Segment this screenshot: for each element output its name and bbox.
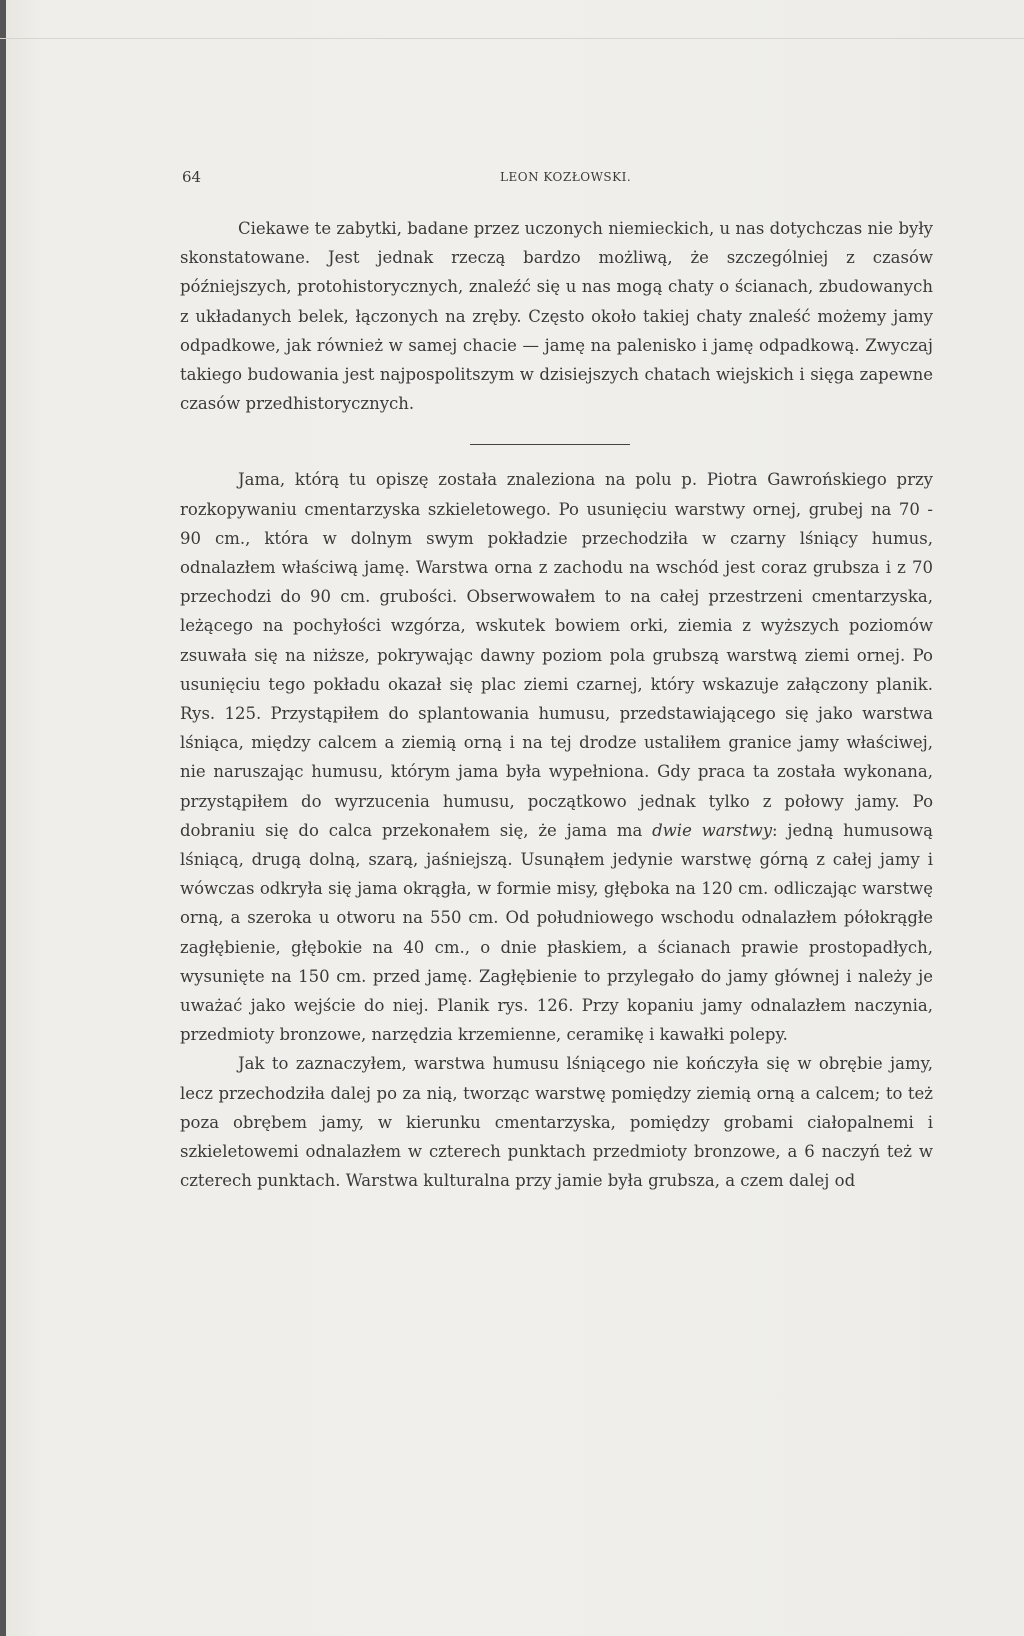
scan-top-line xyxy=(0,38,1024,39)
paragraph-2-italic: dwie warstwy xyxy=(652,820,773,840)
page-number: 64 xyxy=(182,168,202,186)
running-head: LEON KOZŁOWSKI. xyxy=(500,170,632,184)
paragraph-2 xyxy=(180,465,933,1049)
paragraph-2-text-b: : jedną humusową lśniącą, drugą dolną, szarą, jaśniejszą. Usunąłem jedynie warstwę górną z całej jamy i wówczas odkryła się jama okrągła, w formie misy, głęboka na 120 cm. odliczając warstwę orną, a szeroka u otworu na 550 cm. Od południowego wschodu odnalazłem półokrągłe zagłębienie, głębokie na 40 cm., o dnie płaskiem, a ścianach prawie prostopadłych, wysunięte na 150 cm. przed jamę. Zagłębienie to przylegało do jamy głównej i należy je uważać jako wejście do niej. Planik rys. 126. Przy kopaniu jamy odnalazłem naczynia, przedmioty bronzowe, narzędzia krzemienne, ceramikę i kawałki polepy. xyxy=(180,820,933,1045)
section-separator xyxy=(470,444,630,445)
page-header xyxy=(0,168,1024,190)
body-text xyxy=(180,214,933,1196)
paragraph-1: Ciekawe te zabytki, badane przez uczonych niemieckich, u nas dotychczas nie były skonstatowane. Jest jednak rzeczą bardzo możliwą, że szczególniej z czasów późniejszych, protohistorycznych, znaleźć się u nas mogą chaty o ścianach, zbudowanych z układanych belek, łączonych na zręby. Często około takiej chaty znaleść możemy jamy odpadkowe, jak również w samej chacie — jamę na palenisko i jamę odpadkową. Zwyczaj takiego budowania jest najpospolitszym w dzisiejszych chatach wiejskich i sięga zapewne czasów przedhistorycznych. xyxy=(180,219,933,414)
paragraph-2-text-a: Jama, którą tu opiszę została znaleziona na polu p. Piotra Gawrońskiego przy rozkopywaniu cmentarzyska szkieletowego. Po usunięciu warstwy ornej, grubej na 70 - 90 cm., która w dolnym swym pokładzie przechodziła w czarny lśniący humus, odnalazłem właściwą jamę. Warstwa orna z zachodu na wschód jest coraz grubsza i z 70 przechodzi do 90 cm. grubości. Obserwowałem to na całej przestrzeni cmentarzyska, leżącego na pochyłości wzgórza, wskutek bowiem orki, ziemia z wyższych poziomów zsuwała się na niższe, pokrywając dawny poziom pola grubszą warstwą ziemi ornej. Po usunięciu tego pokładu okazał się plac ziemi czarnej, który wskazuje załączony planik. Rys. 125. Przystąpiłem do splantowania humusu, przedstawiającego się jako warstwa lśniąca, między calcem a ziemią orną i na tej drodze ustaliłem granice jamy właściwej, nie naruszając humusu, którym jama była wypełniona. Gdy praca ta została wykonana, przystąpiłem do wyrzucenia humusu, początkowo jednak tylko z połowy jamy. Po dobraniu się do calca przekonałem się, że jama ma xyxy=(180,470,933,840)
binding-edge xyxy=(0,0,6,1636)
paragraph-3: Jak to zaznaczyłem, warstwa humusu lśniącego nie kończyła się w obrębie jamy, lecz przechodziła dalej po za nią, tworząc warstwę pomiędzy ziemią orną a calcem; to też poza obrębem jamy, w kierunku cmentarzyska, pomiędzy grobami ciałopalnemi i szkieletowemi odnalazłem w czterech punktach przedmioty bronzowe, a 6 naczyń też w czterech punktach. Warstwa kulturalna przy jamie była grubsza, a czem dalej od xyxy=(180,1054,933,1191)
